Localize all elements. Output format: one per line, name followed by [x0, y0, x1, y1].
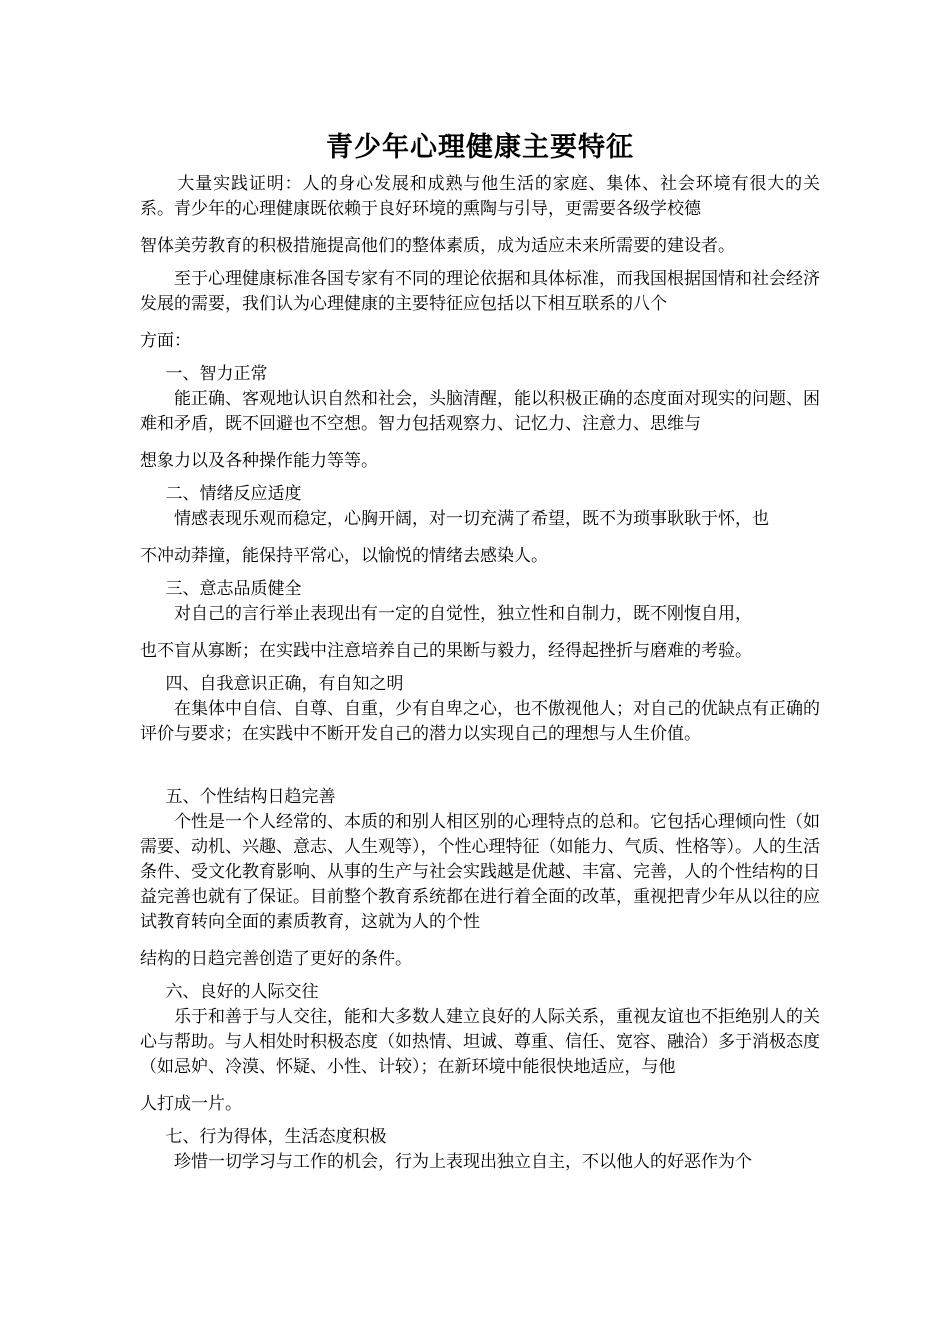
- section-body-6: [140, 1005, 820, 1117]
- section-body-2-tail: 不冲动莽撞，能保持平常心，以愉悦的情绪去感染人。: [140, 546, 548, 566]
- intro-paragraph-1-text: 大量实践证明：人的身心发展和成熟与他生活的家庭、集体、社会环境有很大的关系。青少年的心理健康既依赖于良好环境的熏陶与引导，更需要各级学校德: [140, 174, 820, 219]
- section-body-1-tail: 想象力以及各种操作能力等等。: [140, 451, 378, 471]
- document-page: [140, 128, 820, 1175]
- section-body-5: [140, 810, 820, 972]
- document-title: 青少年心理健康主要特征: [326, 132, 634, 163]
- section-body-1: [140, 387, 820, 474]
- section-body-6-text: 乐于和善于与人交往，能和大多数人建立良好的人际关系，重视友谊也不拒绝别人的关心与帮助。与人相处时积极态度（如热情、坦诚、尊重、信任、宽容、融洽）多于消极态度（如忌妒、冷漠、怀疑、小性、计较）；在新环境中能很快地适应，与他: [140, 1007, 820, 1077]
- section-heading-6: 六、良好的人际交往: [165, 982, 319, 1002]
- section-heading-7: 七、行为得体，生活态度积极: [165, 1127, 387, 1147]
- section-body-7: [140, 1150, 820, 1175]
- section-heading-1: 一、智力正常: [165, 364, 268, 384]
- section-heading-5: 五、个性结构日趋完善: [165, 787, 336, 807]
- intro-paragraph-2: [140, 267, 820, 354]
- section-body-1-text: 能正确、客观地认识自然和社会，头脑清醒，能以积极正确的态度面对现实的问题、困难和矛盾，既不回避也不空想。智力包括观察力、记忆力、注意力、思维与: [140, 389, 820, 434]
- section-body-6-tail: 人打成一片。: [140, 1094, 242, 1114]
- section-body-5-text: 个性是一个人经常的、本质的和别人相区别的心理特点的总和。它包括心理倾向性（如需要、动机、兴趣、意志、人生观等），个性心理特征（如能力、气质、性格等）。人的生活条件、受文化教育影响、从事的生产与社会实践越是优越、丰富、完善，人的个性结构的日益完善也就有了保证。目前整个教育系统都在进行着全面的改革，重视把青少年从以往的应试教育转向全面的素质教育，这就为人的个性: [140, 812, 820, 932]
- section-body-3: [140, 602, 820, 664]
- intro-paragraph-2-tail: 方面：: [140, 331, 191, 351]
- section-body-4: [140, 697, 820, 747]
- section-body-2: [140, 507, 820, 569]
- section-body-3-text: 对自己的言行举止表现出有一定的自觉性，独立性和自制力，既不刚愎自用，: [174, 604, 752, 624]
- intro-paragraph-2-text: 至于心理健康标准各国专家有不同的理论依据和具体标准，而我国根据国情和社会经济发展的需要，我们认为心理健康的主要特征应包括以下相互联系的八个: [140, 269, 820, 314]
- section-heading-4: 四、自我意识正确，有自知之明: [165, 674, 404, 694]
- section-body-4-text: 在集体中自信、自尊、自重，少有自卑之心，也不傲视他人；对自己的优缺点有正确的评价与要求；在实践中不断开发自己的潜力以实现自己的理想与人生价值。: [140, 699, 820, 744]
- section-body-2-text: 情感表现乐观而稳定，心胸开阔，对一切充满了希望，既不为琐事耿耿于怀，也: [174, 509, 769, 529]
- section-body-3-tail: 也不盲从寡断；在实践中注意培养自己的果断与毅力，经得起挫折与磨难的考验。: [140, 641, 752, 661]
- section-heading-2: 二、情绪反应适度: [165, 484, 302, 504]
- intro-paragraph-1-tail: 智体美劳教育的积极措施提高他们的整体素质，成为适应未来所需要的建设者。: [140, 236, 735, 256]
- section-body-7-text: 珍惜一切学习与工作的机会，行为上表现出独立自主，不以他人的好恶作为个: [174, 1152, 752, 1172]
- section-body-5-tail: 结构的日趋完善创造了更好的条件。: [140, 949, 412, 969]
- section-heading-3: 三、意志品质健全: [165, 579, 302, 599]
- intro-paragraph-1: [140, 172, 820, 259]
